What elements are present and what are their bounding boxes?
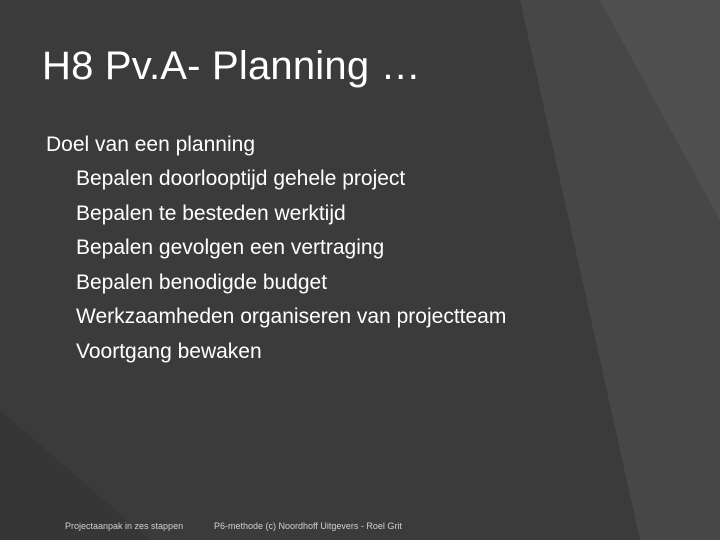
bullet-text: Bepalen gevolgen een vertraging — [76, 236, 385, 260]
bullet-text: Bepalen benodigde budget — [76, 270, 328, 294]
slide-content — [46, 128, 686, 370]
bullet-item — [46, 266, 686, 301]
bullet-item — [46, 335, 686, 370]
bullet-list — [46, 162, 686, 370]
bullet-text: Werkzaamheden organiseren van projectteam — [76, 305, 507, 329]
bullet-item — [46, 162, 686, 197]
footer-left-text: Projectaanpak in zes stappen — [65, 521, 184, 531]
bullet-item — [46, 197, 686, 232]
content-heading: Doel van een planning — [46, 133, 255, 156]
slide-title: H8 Pv.A- Planning … — [42, 44, 421, 88]
bullet-text: Bepalen doorlooptijd gehele project — [76, 167, 406, 190]
bullet-item — [46, 231, 686, 266]
bullet-text: Voortgang bewaken — [76, 339, 262, 363]
bullet-item — [46, 300, 686, 335]
footer-right-text: P6-methode (c) Noordhoff Uitgevers - Roel Grit — [214, 521, 402, 531]
bullet-text: Bepalen te besteden werktijd — [76, 201, 346, 225]
